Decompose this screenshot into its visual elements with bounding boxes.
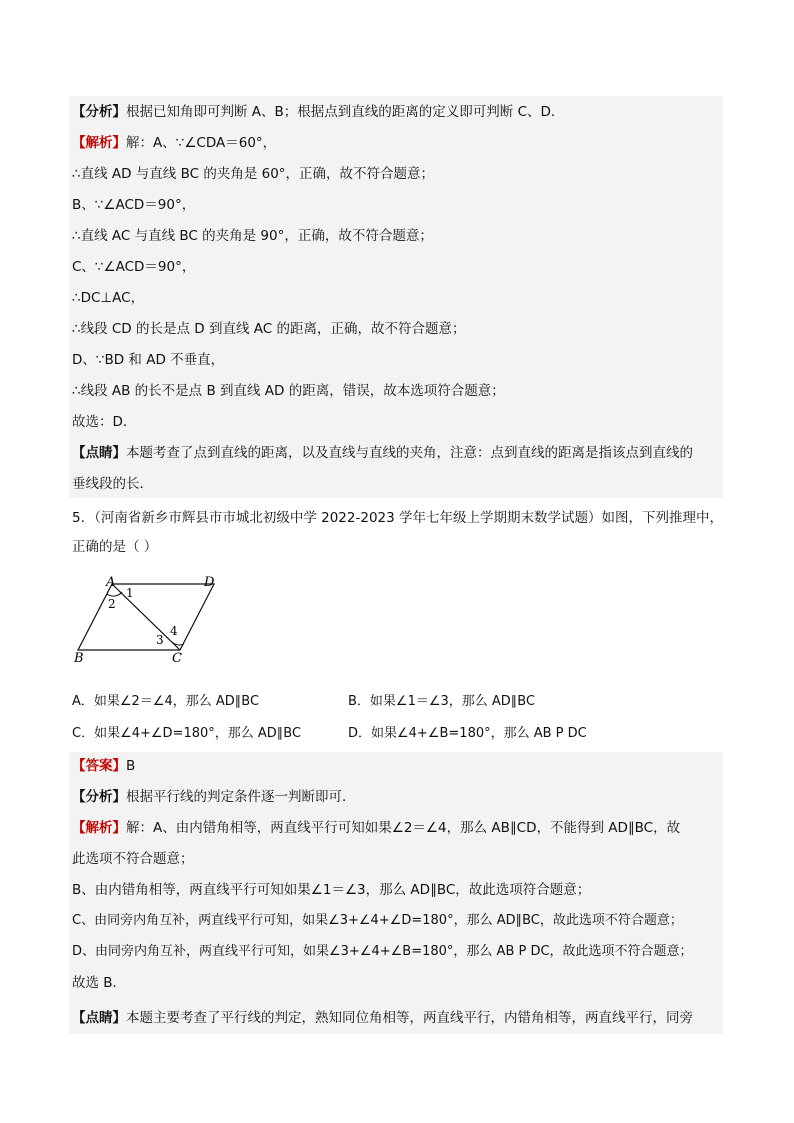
q5-comment	[72, 1008, 693, 1028]
solution-line: B、由内错角相等，两直线平行可知如果∠1＝∠3，那么 AD∥BC，故此选项符合题意；	[72, 882, 591, 898]
comment-text-cont: 垂线段的长．	[72, 476, 153, 492]
option-c: C．如果∠4+∠D=180°，那么 AD∥BC	[72, 726, 302, 741]
angle-label-4: 4	[170, 624, 178, 638]
label-d: D	[204, 575, 215, 590]
label-b: B	[74, 651, 84, 666]
option-a: A．如果∠2＝∠4，那么 AD∥BC	[72, 694, 260, 709]
solution-line: 解：A、∵∠CDA＝60°，	[126, 135, 277, 151]
label-a: A	[106, 575, 116, 590]
q5-stem: 5．（河南省新乡市辉县市市城北初级中学 2022-2023 学年七年级上学期期末数学试题）如图，下列推理中，	[72, 510, 724, 526]
q5-stem-cont: 正确的是（ ）	[72, 539, 158, 555]
solution-tag: 【解析】	[72, 135, 126, 151]
solution-line: C、∵∠ACD＝90°，	[72, 259, 196, 275]
solution-line: ∴直线 AC 与直线 BC 的夹角是 90°，正确，故不符合题意；	[72, 228, 433, 244]
solution-line: D、由同旁内角互补，两直线平行可知，如果∠3+∠4+∠B=180°，那么 AB P DC，故此选项不符合题意；	[72, 944, 693, 959]
comment-text: 本题主要考查了平行线的判定，熟知同位角相等，两直线平行，内错角相等，两直线平行，同旁	[126, 1010, 693, 1026]
comment-tag: 【点睛】	[72, 445, 126, 461]
analysis-tag: 【分析】	[72, 104, 126, 120]
option-b: B．如果∠1＝∠3，那么 AD∥BC	[348, 694, 536, 709]
prev-analysis	[72, 102, 564, 122]
solution-line: ∴线段 AB 的长不是点 B 到直线 AD 的距离，错误，故本选项符合题意；	[72, 383, 505, 399]
angle-label-2: 2	[108, 597, 116, 611]
angle-arc-a	[107, 592, 122, 596]
analysis-text: 根据平行线的判定条件逐一判断即可．	[126, 789, 356, 805]
parallelogram-figure	[72, 574, 242, 666]
solution-line: 故选 B．	[72, 975, 127, 991]
angle-label-3: 3	[156, 633, 164, 647]
solution-line: B、∵∠ACD＝90°，	[72, 197, 196, 213]
option-d: D．如果∠4+∠B=180°，那么 AB P DC	[348, 726, 587, 741]
q5-analysis	[72, 787, 356, 807]
solution-line: C、由同旁内角互补，两直线平行可知，如果∠3+∠4+∠D=180°，那么 AD∥BC，故此选项不符合题意；	[72, 913, 683, 928]
solution-tag: 【解析】	[72, 820, 126, 836]
solution-line: ∴线段 CD 的长是点 D 到直线 AC 的距离，正确，故不符合题意；	[72, 321, 466, 337]
answer-value: B	[126, 758, 136, 774]
solution-line: ∴DC⊥AC，	[72, 290, 145, 306]
prev-solution-first	[72, 133, 276, 153]
solution-line: ∴直线 AD 与直线 BC 的夹角是 60°，正确，故不符合题意；	[72, 166, 435, 182]
solution-line: 解：A、由内错角相等，两直线平行可知如果∠2＝∠4，那么 AB∥CD，不能得到 AD∥BC，故	[126, 820, 681, 836]
angle-label-1: 1	[126, 586, 134, 600]
analysis-text: 根据已知角即可判断 A、B；根据点到直线的距离的定义即可判断 C、D．	[126, 104, 565, 120]
comment-text: 本题考查了点到直线的距离，以及直线与直线的夹角，注意：点到直线的距离是指该点到直线的	[126, 445, 693, 461]
answer-tag: 【答案】	[72, 758, 126, 774]
prev-comment	[72, 443, 693, 463]
solution-line: 故选：D．	[72, 414, 137, 430]
q5-answer	[72, 756, 135, 776]
prev-solution-block	[69, 96, 723, 498]
solution-line: 此选项不符合题意；	[72, 851, 194, 867]
analysis-tag: 【分析】	[72, 789, 126, 805]
diagonal-ac	[112, 584, 180, 650]
solution-line: D、∵BD 和 AD 不垂直，	[72, 352, 225, 368]
q5-solution-first	[72, 818, 680, 838]
comment-tag: 【点睛】	[72, 1010, 126, 1026]
label-c: C	[172, 651, 182, 666]
